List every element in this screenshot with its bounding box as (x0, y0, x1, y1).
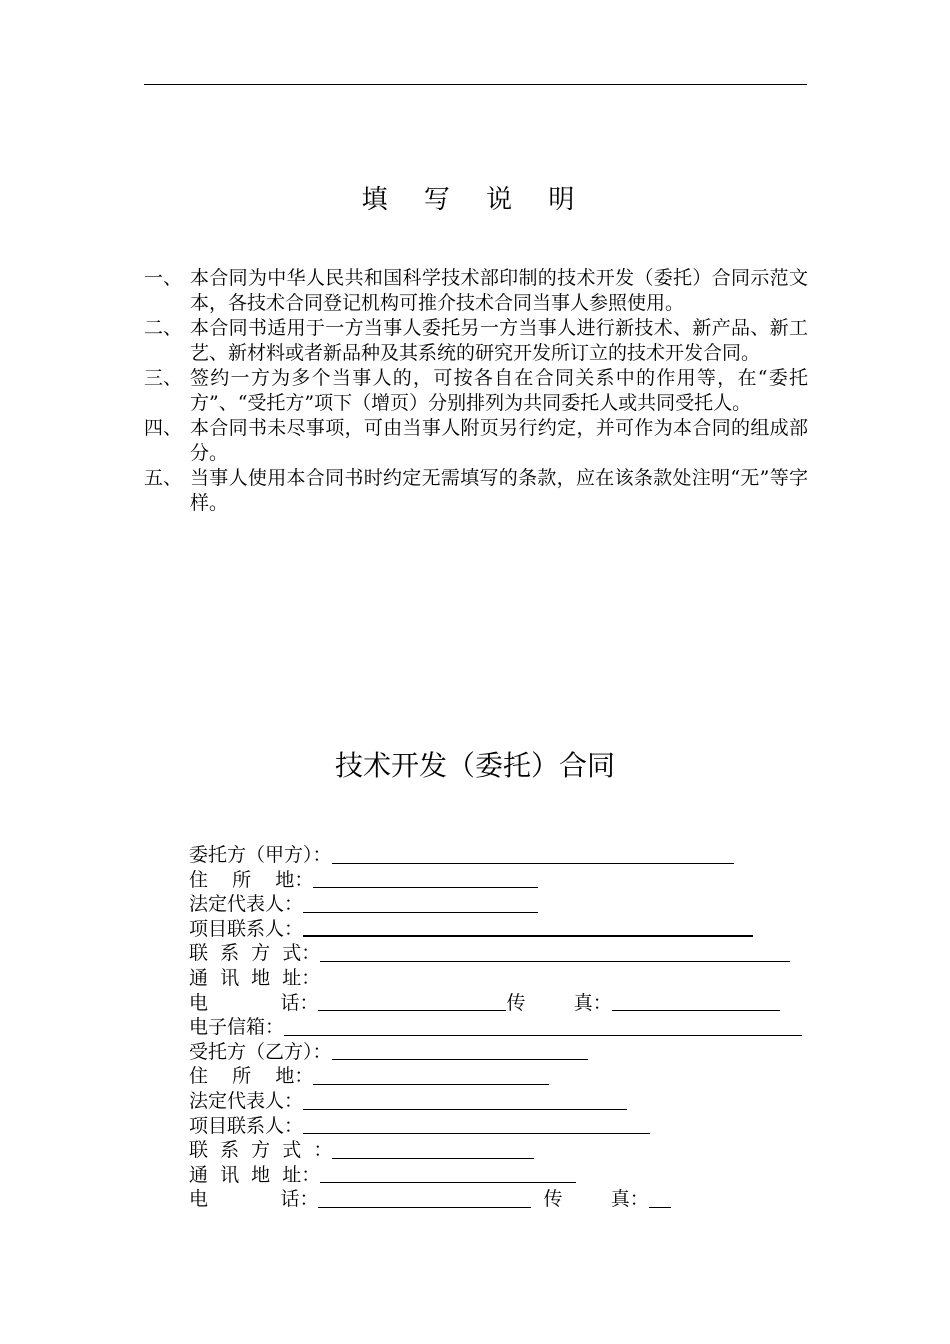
party-a-contact-method-row (189, 941, 809, 966)
party-b-fax-field[interactable] (649, 1188, 671, 1208)
contract-parties-form (189, 843, 809, 1212)
instruction-item (144, 316, 808, 366)
instruction-item (144, 366, 808, 416)
party-a-address-field[interactable] (313, 868, 538, 888)
instruction-number: 一、 (144, 267, 183, 289)
party-b-contact-person-row (189, 1114, 809, 1139)
instruction-number: 三、 (144, 367, 183, 389)
instructions-list (144, 266, 808, 516)
party-b-contact-method-field[interactable] (332, 1139, 534, 1159)
instruction-number: 二、 (144, 317, 183, 339)
party-a-contact-person-label: 项目联系人： (189, 917, 304, 940)
instruction-text: 签约一方为多个当事人的，可按各自在合同关系中的作用等，在“委托方”、“受托方”项下（增页）分别排列为共同委托人或共同受托人。 (190, 367, 808, 414)
party-a-contact-method-field[interactable] (320, 942, 790, 962)
party-a-contact-method-label: 联 系 方 式： (189, 942, 321, 965)
instruction-text: 本合同书未尽事项，可由当事人附页另行约定，并可作为本合同的组成部分。 (190, 417, 808, 464)
instruction-number: 五、 (144, 467, 183, 489)
party-a-contact-person-field[interactable] (303, 916, 753, 937)
party-a-legal-rep-field[interactable] (303, 893, 538, 913)
party-b-fax-label: 传 真： (543, 1188, 649, 1211)
party-a-address-row (189, 868, 809, 893)
party-b-label: 受托方（乙方）： (189, 1040, 332, 1063)
party-a-name-field[interactable] (332, 844, 734, 864)
contract-title: 技术开发（委托）合同 (334, 749, 615, 782)
instruction-item (144, 416, 808, 466)
party-a-legal-rep-row (189, 892, 809, 917)
party-b-mail-address-label: 通 讯 地 址： (189, 1163, 321, 1186)
party-a-phone-label: 电 话： (189, 991, 319, 1014)
party-b-name-field[interactable] (332, 1040, 588, 1060)
instruction-text: 本合同为中华人民共和国科学技术部印制的技术开发（委托）合同示范文本，各技术合同登记机构可推介技术合同当事人参照使用。 (190, 267, 808, 314)
party-a-address-label: 住 所 地： (189, 868, 314, 891)
party-a-email-row (189, 1015, 809, 1040)
party-a-contact-person-row (189, 917, 809, 942)
party-b-legal-rep-field[interactable] (303, 1090, 627, 1110)
party-b-phone-row (189, 1187, 809, 1212)
party-a-mail-address-row (189, 966, 809, 991)
party-b-address-label: 住 所 地： (189, 1065, 314, 1088)
party-a-fax-field[interactable] (612, 991, 780, 1011)
party-a-row (189, 843, 809, 868)
party-b-row (189, 1040, 809, 1065)
party-b-legal-rep-row (189, 1089, 809, 1114)
party-a-mail-address-label: 通 讯 地 址： (189, 966, 321, 989)
party-a-phone-field[interactable] (318, 991, 506, 1011)
instruction-item (144, 466, 808, 516)
instruction-text: 当事人使用本合同书时约定无需填写的条款，应在该条款处注明“无”等字样。 (190, 467, 808, 514)
party-a-label: 委托方（甲方）： (189, 844, 332, 866)
instruction-number: 四、 (144, 417, 183, 439)
party-b-phone-field[interactable] (318, 1188, 531, 1208)
party-b-phone-label: 电 话： (189, 1188, 319, 1211)
party-a-fax-label: 传 真： (506, 991, 612, 1014)
party-a-phone-row (189, 991, 809, 1016)
party-b-contact-method-row (189, 1138, 809, 1163)
instruction-item (144, 266, 808, 316)
party-a-email-label: 电子信箱： (189, 1016, 285, 1039)
instruction-text: 本合同书适用于一方当事人委托另一方当事人进行新技术、新产品、新工艺、新材料或者新品种及其系统的研究开发所订立的技术开发合同。 (190, 317, 808, 364)
party-b-contact-person-field[interactable] (303, 1114, 650, 1134)
party-b-mail-address-row (189, 1163, 809, 1188)
party-b-contact-person-label: 项目联系人： (189, 1114, 304, 1137)
party-b-address-row (189, 1064, 809, 1089)
party-b-address-field[interactable] (313, 1065, 549, 1085)
party-b-legal-rep-label: 法定代表人： (189, 1089, 304, 1112)
party-a-legal-rep-label: 法定代表人： (189, 893, 304, 916)
party-b-mail-address-field[interactable] (320, 1163, 576, 1183)
instructions-heading: 填 写 说 明 (361, 185, 589, 215)
party-a-email-field[interactable] (284, 1016, 802, 1036)
party-b-contact-method-label: 联 系 方 式 ： (189, 1139, 333, 1162)
header-rule (144, 84, 807, 85)
